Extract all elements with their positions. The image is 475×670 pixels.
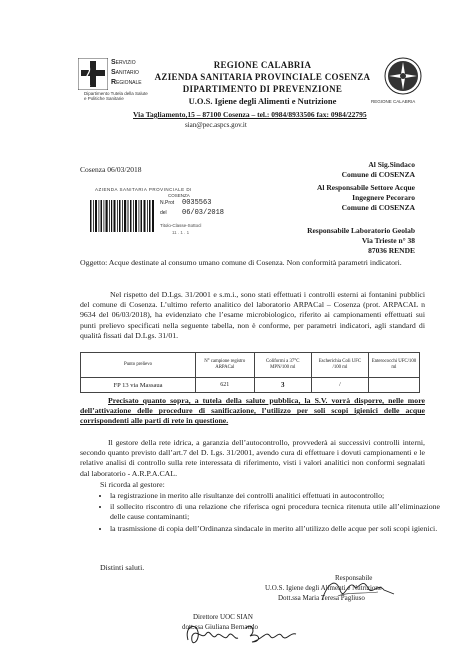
recipient-mayor: Al Sig.Sindaco Comune di COSENZA [341, 160, 415, 179]
table-header-row [81, 353, 420, 378]
paragraph-intro: Nel rispetto del D.Lgs. 31/2001 e s.m.i., sono stati effettuati i controlli esterni ai fontanini pubblici del comune di Cosenza. L’ultimo referto analitico del laboratorio ARPACal – Cosenza (prot. ARPACAL n 9634 del 06/03/2018), ha evidenziato che l’esame microbiologico, riferito ai campionamenti effettuati sui punti prelievo specificati nella seguente tabella, non è conforme, per parametri indicatori, agli standard di qualità fissati dal D.Lgs. 31/01. [80, 290, 425, 340]
header-department: DIPARTIMENTO DI PREVENZIONE [182, 84, 343, 94]
ssr-wordmark: SERVIZIO SANITARIO REGIONALE [111, 59, 142, 86]
list-item: • il sollecito riscontro di una relazione che riferisca ogni procedura tecnica ritenuta utile all’eliminazione delle cause contaminanti; [110, 502, 440, 522]
handwritten-signature-responsabile [318, 572, 398, 606]
header-region: REGIONE CALABRIA [213, 60, 312, 70]
table-row [81, 378, 420, 393]
department-small-caption: Dipartimento Tutela della Salute e Politiche Sanitarie [84, 91, 148, 101]
paragraph-reminder: Si ricorda al gestore: [100, 480, 165, 489]
letter-date: Cosenza 06/03/2018 [80, 165, 142, 174]
table-header-cell: Enterococchi UFC/100 ml [368, 353, 419, 378]
table-cell: 621 [196, 378, 255, 393]
header-address: Via Tagliamento,15 – 87100 Cosenza – tel.: 0984/8933506 fax: 0984/22795 [133, 110, 367, 119]
subject-line: Oggetto: Acque destinate al consumo umano comune di Cosenza. Non conformità parametri indicatori. [80, 258, 402, 267]
recipient-water-manager: Al Responsabile Settore Acque Ingegnere Pecoraro Comune di COSENZA [317, 183, 415, 212]
table-cell: FP 13 via Massaua [81, 378, 196, 393]
table-cell: 3 [254, 378, 311, 393]
header-asp: AZIENDA SANITARIA PROVINCIALE COSENZA [154, 72, 371, 82]
header-email: sian@pec.aspcs.gov.it [185, 121, 247, 129]
director-role: Direttore UOC SIAN [193, 613, 253, 621]
protocol-barcode [90, 200, 154, 232]
emblem-caption: REGIONE CALABRIA [371, 99, 416, 104]
list-item: • la trasmissione di copia dell’Ordinanza sindacale in merito all’utilizzo delle acque per soli scopi igienici. [110, 524, 440, 534]
protocol-number-label: N.Prot [160, 200, 175, 206]
table-cell: / [311, 378, 368, 393]
recipient-laboratory: Responsabile Laboratorio Geolab Via Trieste n° 38 87036 RENDE [307, 226, 415, 255]
ssr-calabria-logo [78, 58, 108, 90]
regione-calabria-emblem-icon [383, 56, 423, 96]
handwritten-signature-director [182, 618, 302, 650]
table-cell [368, 378, 419, 393]
protocol-number: 0035563 [182, 199, 212, 207]
header-unit: U.O.S. Igiene degli Alimenti e Nutrizione [188, 96, 337, 106]
results-table [80, 352, 420, 393]
closing-greeting: Distinti saluti. [100, 563, 145, 572]
protocol-date: 06/03/2018 [182, 209, 225, 217]
table-header-cell: N° campione registro ARPACal [196, 353, 255, 378]
table-header-cell: Punto prelievo [81, 353, 196, 378]
signatory-unit: U.O.S. Igiene degli Alimenti e Nutrizione [265, 584, 383, 592]
protocol-class-value: 11 . 1 . 1 [172, 230, 190, 235]
signatory-role: Responsabile [335, 574, 373, 582]
paragraph-directive: Precisato quanto sopra, a tutela della salute pubblica, la S.V. vorrà disporre, nelle more dell’attivazione delle procedure di sanificazione, l’utilizzo per soli scopi igienici delle acque corrispondenti alle parti di rete in questione. [80, 396, 425, 426]
stamp-header-city: COSENZA [168, 193, 190, 198]
signatory-name: Dott.ssa Maria Teresa Pagliuso [278, 594, 365, 602]
table-header-cell: Coliformi a 37°C MPN/100 ml [254, 353, 311, 378]
protocol-class-label: Titolo-Classe-Sottocl [160, 223, 202, 228]
table-header-cell: Escherichia Coli UFC /100 ml [311, 353, 368, 378]
protocol-date-label: del [160, 210, 167, 216]
stamp-header: AZIENDA SANITARIA PROVINCIALE DI [95, 187, 192, 192]
paragraph-manager: Il gestore della rete idrica, a garanzia dell’autocontrollo, provvederà ai successivi controlli interni, secondo quanto previsto dall’art.7 del D. Lgs. 31/2001, avendo cura di effettuare i dovuti campionamenti e le relative analisi di controllo sulla rete interessata di riferimento, visti i valori analitici non conformi segnalati dal laboratorio - A.R.P.A.CAL. [80, 438, 425, 478]
director-name: dott.ssa Giuliana Bernaudo [182, 623, 259, 631]
list-item: • la registrazione in merito alle risultanze dei controlli analitici effettuati in autocontrollo; [110, 491, 440, 501]
reminder-list [96, 491, 440, 535]
